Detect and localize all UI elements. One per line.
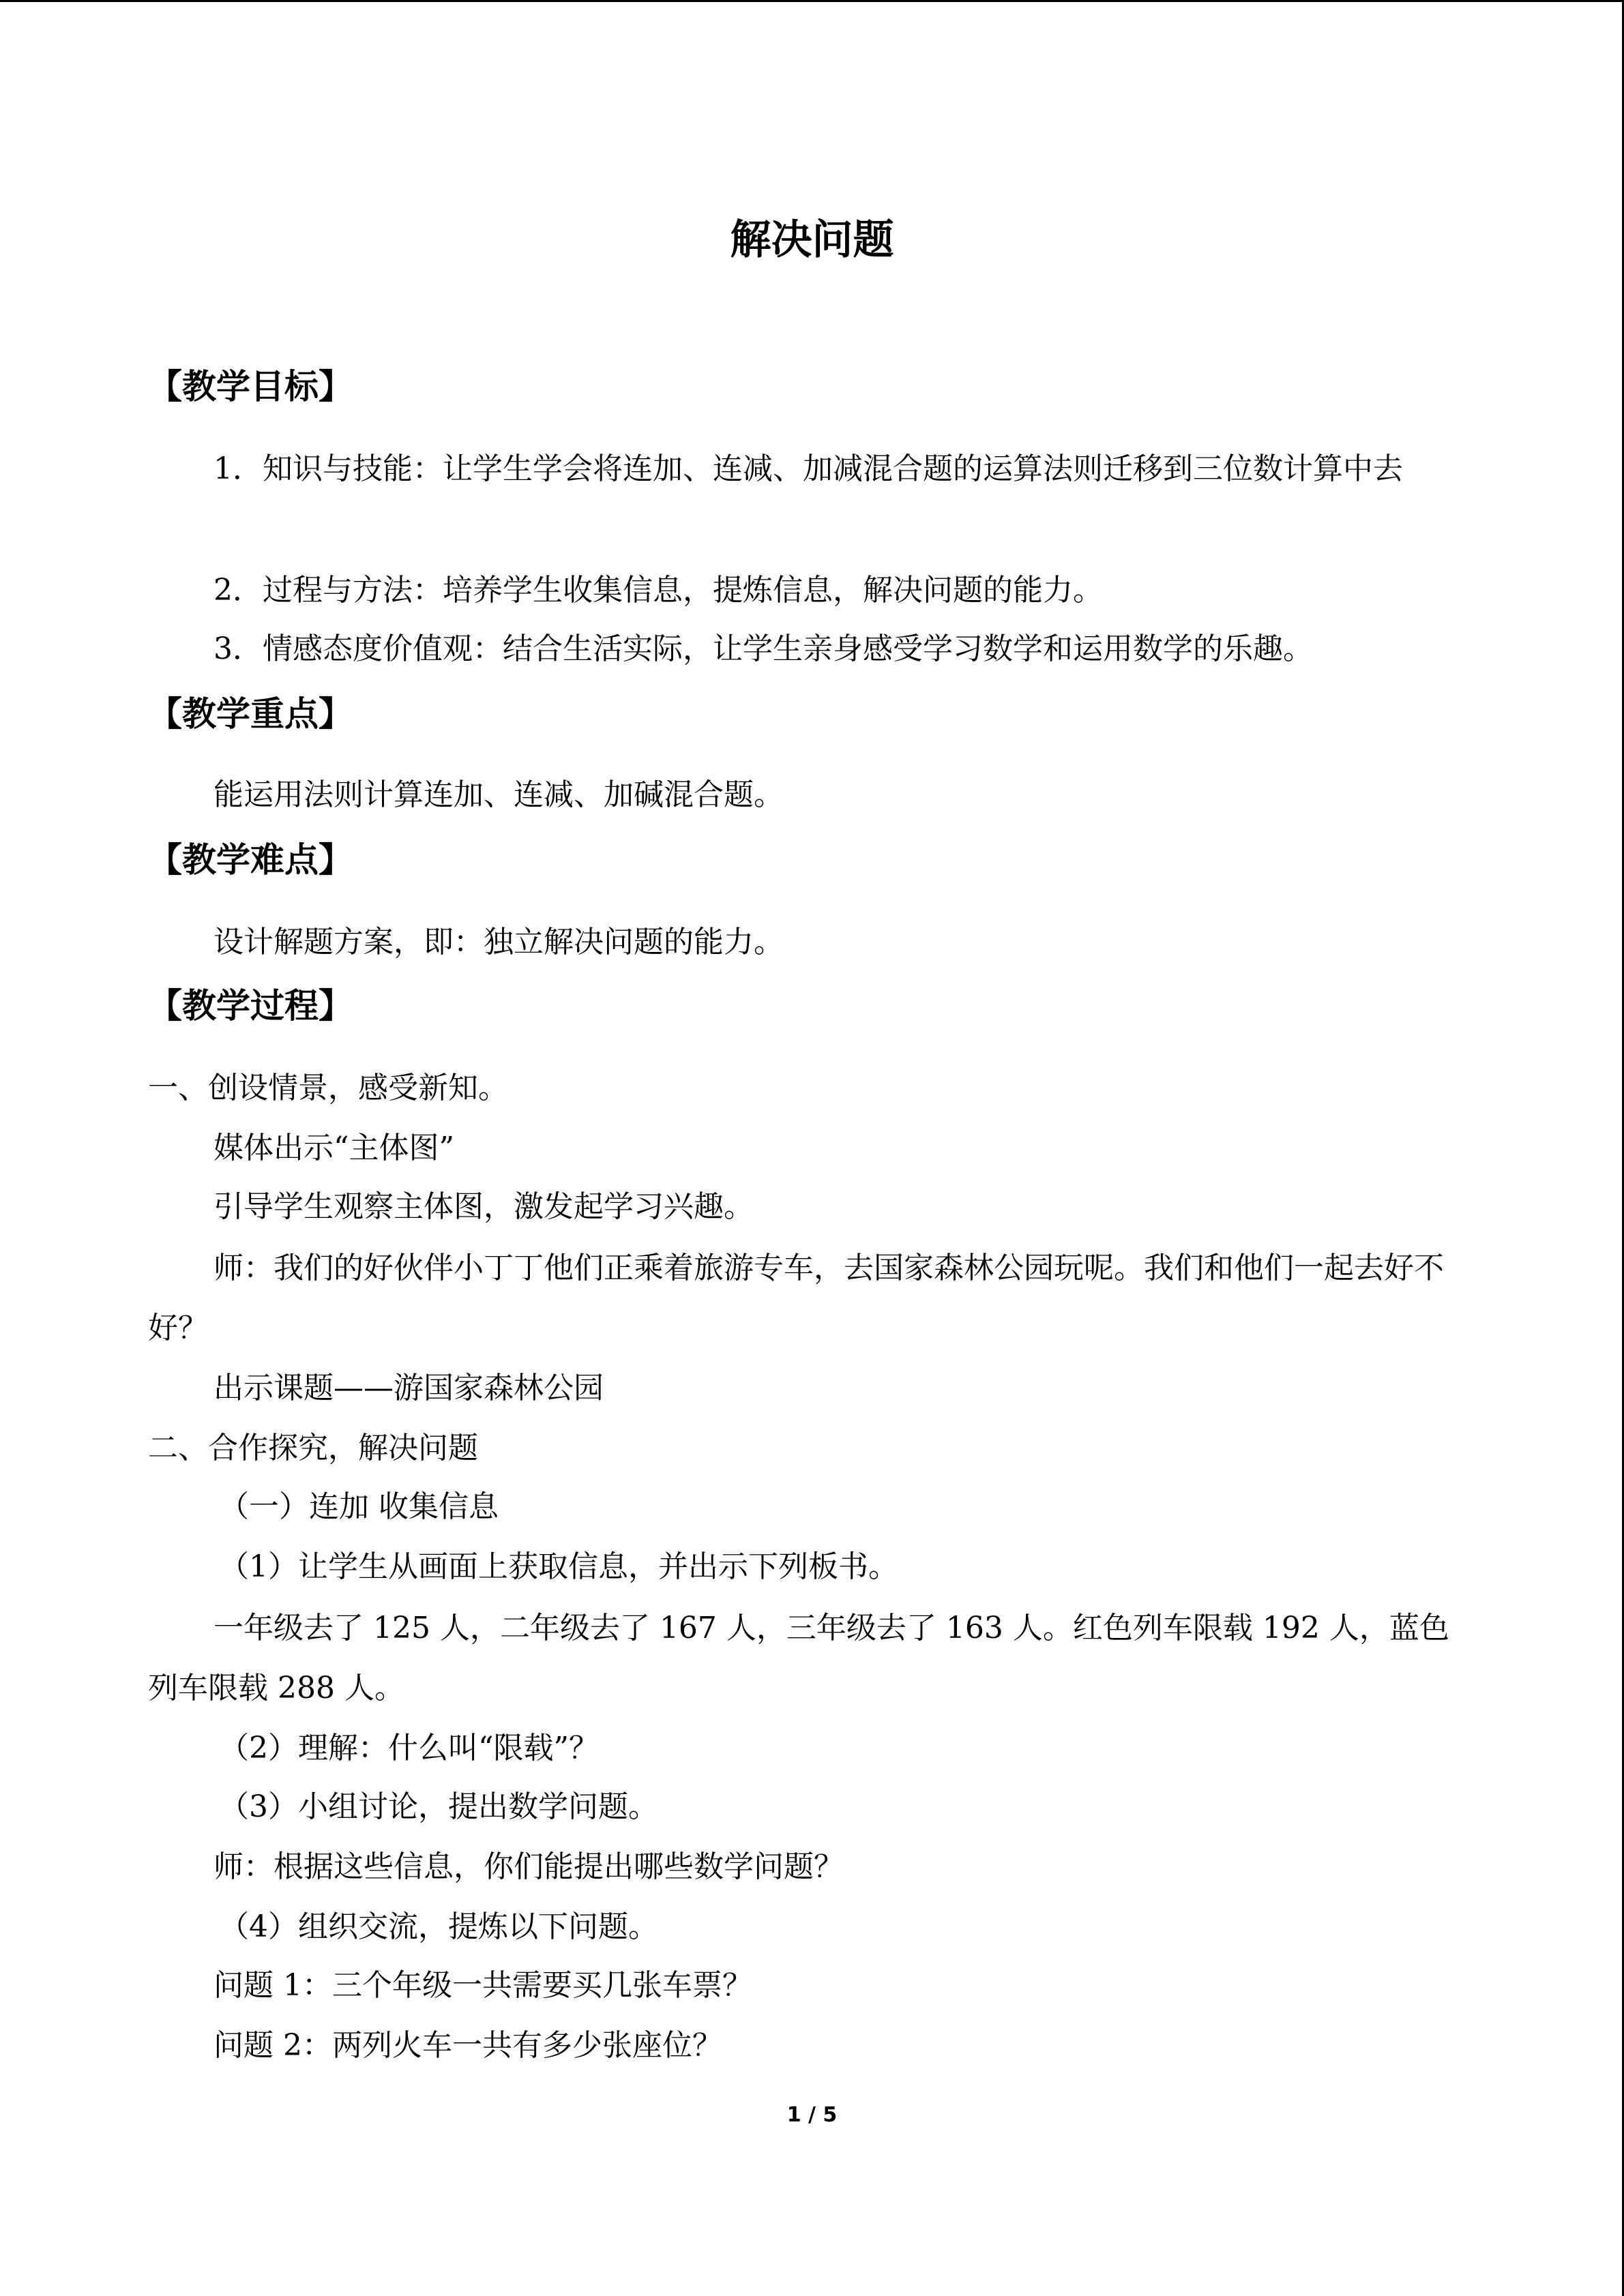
item-2: （2）理解：什么叫“限载”？	[219, 1731, 599, 1765]
question-2: 问题 2：两列火车一共有多少张座位？	[213, 2028, 722, 2063]
key-text: 能运用法则计算连加、连减、加碱混合题。	[213, 777, 784, 812]
media-text: 媒体出示“主体图”	[213, 1131, 454, 1165]
objective-1: 1．知识与技能：让学生学会将连加、连减、加减混合题的运算法则迁移到三位数计算中去	[213, 451, 1403, 486]
page-number: 1 / 5	[786, 2103, 838, 2127]
objective-3: 3．情感态度价值观：结合生活实际，让学生亲身感受学习数学和运用数学的乐趣。	[213, 631, 1313, 666]
top-border	[0, 0, 1624, 2]
process-heading: 【教学过程】	[148, 985, 353, 1026]
item-1: （1）让学生从画面上获取信息，并出示下列板书。	[219, 1549, 898, 1584]
guide-text: 引导学生观察主体图，激发起学习兴趣。	[213, 1189, 754, 1224]
objectives-heading: 【教学目标】	[148, 366, 353, 406]
item-4: （4）组织交流，提炼以下问题。	[219, 1909, 658, 1944]
difficult-heading: 【教学难点】	[148, 839, 353, 880]
step2-title: 二、合作探究，解决问题	[148, 1431, 478, 1465]
question-1: 问题 1：三个年级一共需要买几张车票？	[213, 1968, 752, 2003]
teacher-line-1: 师：我们的好伙伴小丁丁他们正乘着旅游专车，去国家森林公园玩呢。我们和他们一起去好不好？	[148, 1251, 1444, 1345]
info-text: 一年级去了 125 人，二年级去了 167 人，三年级去了 163 人。红色列车限载 192 人，蓝色列车限载 288 人。	[148, 1611, 1449, 1705]
item-3: （3）小组讨论，提出数学问题。	[219, 1789, 658, 1824]
key-heading: 【教学重点】	[148, 694, 353, 734]
page-title: 解决问题	[730, 216, 894, 264]
difficult-text: 设计解题方案，即：独立解决问题的能力。	[213, 925, 784, 959]
objective-2: 2．过程与方法：培养学生收集信息，提炼信息，解决问题的能力。	[213, 573, 1103, 608]
teacher-line-2: 师：根据这些信息，你们能提出哪些数学问题？	[213, 1849, 844, 1884]
topic-text: 出示课题——游国家森林公园	[213, 1371, 604, 1405]
sub1-title: （一）连加 收集信息	[219, 1489, 499, 1524]
step1-title: 一、创设情景，感受新知。	[148, 1071, 508, 1105]
